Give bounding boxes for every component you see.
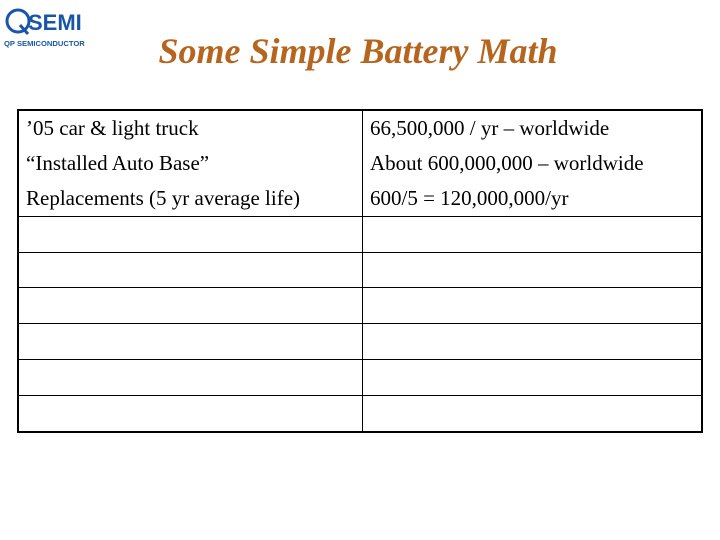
table-row xyxy=(18,110,702,146)
table-row xyxy=(18,360,702,396)
label-cell xyxy=(18,324,363,360)
value-cell xyxy=(363,396,703,432)
table-row xyxy=(18,216,702,252)
table-row xyxy=(18,252,702,288)
label-cell xyxy=(18,360,363,396)
table-row xyxy=(18,324,702,360)
label-cell xyxy=(18,216,363,252)
value-cell xyxy=(363,324,703,360)
value-cell xyxy=(363,288,703,324)
label-cell: Replacements (5 yr average life) xyxy=(18,181,363,216)
table-row xyxy=(18,146,702,181)
value-cell xyxy=(363,252,703,288)
logo-subtitle: QP SEMICONDUCTOR xyxy=(4,39,85,48)
table-row xyxy=(18,396,702,432)
value-cell: 600/5 = 120,000,000/yr xyxy=(363,181,703,216)
value-cell: About 600,000,000 – worldwide xyxy=(363,146,703,181)
table-row xyxy=(18,181,702,216)
label-cell: “Installed Auto Base” xyxy=(18,146,363,181)
value-cell xyxy=(363,360,703,396)
battery-math-table xyxy=(17,109,703,433)
page-title xyxy=(0,30,720,72)
table-row xyxy=(18,288,702,324)
value-cell: 66,500,000 / yr – worldwide xyxy=(363,110,703,146)
logo-brand: SEMI xyxy=(28,10,82,35)
label-cell: ’05 car & light truck xyxy=(18,110,363,146)
label-cell xyxy=(18,396,363,432)
label-cell xyxy=(18,288,363,324)
label-cell xyxy=(18,252,363,288)
page-title-text: Some Simple Battery Math xyxy=(158,31,558,71)
value-cell xyxy=(363,216,703,252)
